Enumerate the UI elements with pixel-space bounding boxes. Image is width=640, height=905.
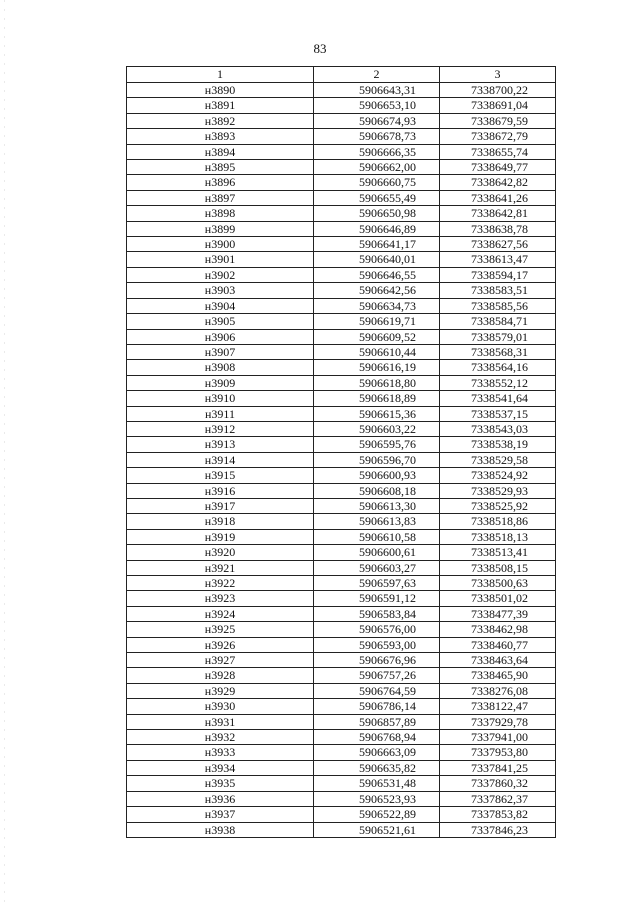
point-id-cell: н3915 — [127, 468, 314, 483]
point-id-cell: н3919 — [127, 529, 314, 544]
point-id-cell: н3933 — [127, 745, 314, 760]
y-coordinate-cell: 7338649,77 — [440, 160, 556, 175]
point-id-cell: н3931 — [127, 714, 314, 729]
x-coordinate-cell: 5906662,00 — [314, 160, 440, 175]
point-id-cell: н3914 — [127, 452, 314, 467]
point-id-cell: н3924 — [127, 606, 314, 621]
y-coordinate-cell: 7338583,51 — [440, 283, 556, 298]
point-id-cell: н3898 — [127, 206, 314, 221]
y-coordinate-cell: 7337862,37 — [440, 791, 556, 806]
table-row — [127, 807, 556, 822]
y-coordinate-cell: 7338638,78 — [440, 221, 556, 236]
point-id-cell: н3926 — [127, 637, 314, 652]
y-coordinate-cell: 7338508,15 — [440, 560, 556, 575]
table-row — [127, 776, 556, 791]
page-number: 83 — [313, 41, 327, 56]
y-coordinate-cell: 7338655,74 — [440, 144, 556, 159]
x-coordinate-cell: 5906595,76 — [314, 437, 440, 452]
x-coordinate-cell: 5906757,26 — [314, 668, 440, 683]
point-id-cell: н3911 — [127, 406, 314, 421]
x-coordinate-cell: 5906523,93 — [314, 791, 440, 806]
point-id-cell: н3932 — [127, 730, 314, 745]
x-coordinate-cell: 5906613,30 — [314, 498, 440, 513]
table-row — [127, 760, 556, 775]
column-header-3: 3 — [440, 67, 556, 83]
table-body — [127, 83, 556, 838]
y-coordinate-cell: 7338564,16 — [440, 360, 556, 375]
x-coordinate-cell: 5906596,70 — [314, 452, 440, 467]
table-row — [127, 653, 556, 668]
table-row — [127, 267, 556, 282]
point-id-cell: н3901 — [127, 252, 314, 267]
table-row — [127, 791, 556, 806]
table-row — [127, 375, 556, 390]
table-row — [127, 160, 556, 175]
table-row — [127, 344, 556, 359]
table-row — [127, 252, 556, 267]
point-id-cell: н3890 — [127, 83, 314, 98]
x-coordinate-cell: 5906786,14 — [314, 699, 440, 714]
y-coordinate-cell: 7338594,17 — [440, 267, 556, 282]
point-id-cell: н3925 — [127, 622, 314, 637]
x-coordinate-cell: 5906640,01 — [314, 252, 440, 267]
point-id-cell: н3904 — [127, 298, 314, 313]
point-id-cell: н3900 — [127, 237, 314, 252]
y-coordinate-cell: 7338642,81 — [440, 206, 556, 221]
x-coordinate-cell: 5906591,12 — [314, 591, 440, 606]
x-coordinate-cell: 5906634,73 — [314, 298, 440, 313]
table-row — [127, 314, 556, 329]
x-coordinate-cell: 5906676,96 — [314, 653, 440, 668]
x-coordinate-cell: 5906610,58 — [314, 529, 440, 544]
y-coordinate-cell: 7338529,58 — [440, 452, 556, 467]
y-coordinate-cell: 7338465,90 — [440, 668, 556, 683]
x-coordinate-cell: 5906635,82 — [314, 760, 440, 775]
table-row — [127, 129, 556, 144]
point-id-cell: н3899 — [127, 221, 314, 236]
table-row — [127, 545, 556, 560]
y-coordinate-cell: 7338579,01 — [440, 329, 556, 344]
y-coordinate-cell: 7338463,64 — [440, 653, 556, 668]
point-id-cell: н3910 — [127, 391, 314, 406]
point-id-cell: н3905 — [127, 314, 314, 329]
x-coordinate-cell: 5906618,80 — [314, 375, 440, 390]
y-coordinate-cell: 7338462,98 — [440, 622, 556, 637]
scan-margin-artifact — [4, 0, 5, 905]
point-id-cell: н3912 — [127, 421, 314, 436]
table-row — [127, 175, 556, 190]
y-coordinate-cell: 7338276,08 — [440, 683, 556, 698]
table-row — [127, 699, 556, 714]
point-id-cell: н3892 — [127, 113, 314, 128]
coordinates-table-container — [126, 66, 555, 838]
table-row — [127, 83, 556, 98]
point-id-cell: н3916 — [127, 483, 314, 498]
point-id-cell: н3921 — [127, 560, 314, 575]
table-row — [127, 483, 556, 498]
point-id-cell: н3909 — [127, 375, 314, 390]
table-row — [127, 514, 556, 529]
x-coordinate-cell: 5906619,71 — [314, 314, 440, 329]
table-row — [127, 452, 556, 467]
point-id-cell: н3902 — [127, 267, 314, 282]
y-coordinate-cell: 7338518,86 — [440, 514, 556, 529]
table-row — [127, 360, 556, 375]
x-coordinate-cell: 5906608,18 — [314, 483, 440, 498]
y-coordinate-cell: 7338585,56 — [440, 298, 556, 313]
point-id-cell: н3923 — [127, 591, 314, 606]
y-coordinate-cell: 7338524,92 — [440, 468, 556, 483]
x-coordinate-cell: 5906646,55 — [314, 267, 440, 282]
table-row — [127, 144, 556, 159]
x-coordinate-cell: 5906610,44 — [314, 344, 440, 359]
x-coordinate-cell: 5906603,22 — [314, 421, 440, 436]
point-id-cell: н3893 — [127, 129, 314, 144]
y-coordinate-cell: 7338613,47 — [440, 252, 556, 267]
table-row — [127, 560, 556, 575]
column-header-1: 1 — [127, 67, 314, 83]
table-row — [127, 206, 556, 221]
table-row — [127, 683, 556, 698]
y-coordinate-cell: 7337846,23 — [440, 822, 556, 837]
x-coordinate-cell: 5906615,36 — [314, 406, 440, 421]
x-coordinate-cell: 5906531,48 — [314, 776, 440, 791]
x-coordinate-cell: 5906642,56 — [314, 283, 440, 298]
point-id-cell: н3894 — [127, 144, 314, 159]
table-row — [127, 529, 556, 544]
point-id-cell: н3928 — [127, 668, 314, 683]
point-id-cell: н3935 — [127, 776, 314, 791]
table-row — [127, 576, 556, 591]
table-row — [127, 298, 556, 313]
point-id-cell: н3937 — [127, 807, 314, 822]
x-coordinate-cell: 5906646,89 — [314, 221, 440, 236]
table-row — [127, 421, 556, 436]
x-coordinate-cell: 5906666,35 — [314, 144, 440, 159]
x-coordinate-cell: 5906768,94 — [314, 730, 440, 745]
point-id-cell: н3934 — [127, 760, 314, 775]
x-coordinate-cell: 5906597,63 — [314, 576, 440, 591]
x-coordinate-cell: 5906641,17 — [314, 237, 440, 252]
point-id-cell: н3896 — [127, 175, 314, 190]
y-coordinate-cell: 7337853,82 — [440, 807, 556, 822]
y-coordinate-cell: 7338672,79 — [440, 129, 556, 144]
y-coordinate-cell: 7338568,31 — [440, 344, 556, 359]
point-id-cell: н3907 — [127, 344, 314, 359]
y-coordinate-cell: 7338691,04 — [440, 98, 556, 113]
x-coordinate-cell: 5906653,10 — [314, 98, 440, 113]
y-coordinate-cell: 7338552,12 — [440, 375, 556, 390]
table-row — [127, 221, 556, 236]
point-id-cell: н3895 — [127, 160, 314, 175]
table-row — [127, 745, 556, 760]
point-id-cell: н3922 — [127, 576, 314, 591]
x-coordinate-cell: 5906522,89 — [314, 807, 440, 822]
point-id-cell: н3936 — [127, 791, 314, 806]
x-coordinate-cell: 5906650,98 — [314, 206, 440, 221]
table-row — [127, 714, 556, 729]
x-coordinate-cell: 5906616,19 — [314, 360, 440, 375]
table-row — [127, 637, 556, 652]
point-id-cell: н3897 — [127, 190, 314, 205]
x-coordinate-cell: 5906655,49 — [314, 190, 440, 205]
table-row — [127, 730, 556, 745]
table-row — [127, 437, 556, 452]
x-coordinate-cell: 5906521,61 — [314, 822, 440, 837]
y-coordinate-cell: 7337941,00 — [440, 730, 556, 745]
x-coordinate-cell: 5906674,93 — [314, 113, 440, 128]
table-row — [127, 606, 556, 621]
y-coordinate-cell: 7337953,80 — [440, 745, 556, 760]
table-row — [127, 283, 556, 298]
y-coordinate-cell: 7337929,78 — [440, 714, 556, 729]
table-row — [127, 113, 556, 128]
table-row — [127, 391, 556, 406]
point-id-cell: н3930 — [127, 699, 314, 714]
x-coordinate-cell: 5906660,75 — [314, 175, 440, 190]
point-id-cell: н3903 — [127, 283, 314, 298]
y-coordinate-cell: 7337841,25 — [440, 760, 556, 775]
x-coordinate-cell: 5906593,00 — [314, 637, 440, 652]
coordinates-table — [126, 66, 556, 838]
table-row — [127, 98, 556, 113]
x-coordinate-cell: 5906857,89 — [314, 714, 440, 729]
point-id-cell: н3920 — [127, 545, 314, 560]
y-coordinate-cell: 7338679,59 — [440, 113, 556, 128]
y-coordinate-cell: 7338501,02 — [440, 591, 556, 606]
y-coordinate-cell: 7338641,26 — [440, 190, 556, 205]
x-coordinate-cell: 5906600,93 — [314, 468, 440, 483]
x-coordinate-cell: 5906603,27 — [314, 560, 440, 575]
point-id-cell: н3927 — [127, 653, 314, 668]
y-coordinate-cell: 7338700,22 — [440, 83, 556, 98]
table-row — [127, 622, 556, 637]
x-coordinate-cell: 5906583,84 — [314, 606, 440, 621]
y-coordinate-cell: 7338529,93 — [440, 483, 556, 498]
table-row — [127, 591, 556, 606]
y-coordinate-cell: 7338518,13 — [440, 529, 556, 544]
table-row — [127, 406, 556, 421]
point-id-cell: н3891 — [127, 98, 314, 113]
y-coordinate-cell: 7338541,64 — [440, 391, 556, 406]
x-coordinate-cell: 5906678,73 — [314, 129, 440, 144]
x-coordinate-cell: 5906663,09 — [314, 745, 440, 760]
x-coordinate-cell: 5906600,61 — [314, 545, 440, 560]
y-coordinate-cell: 7338642,82 — [440, 175, 556, 190]
point-id-cell: н3908 — [127, 360, 314, 375]
column-header-2: 2 — [314, 67, 440, 83]
y-coordinate-cell: 7338477,39 — [440, 606, 556, 621]
x-coordinate-cell: 5906643,31 — [314, 83, 440, 98]
y-coordinate-cell: 7338627,56 — [440, 237, 556, 252]
x-coordinate-cell: 5906609,52 — [314, 329, 440, 344]
table-row — [127, 190, 556, 205]
table-row — [127, 468, 556, 483]
y-coordinate-cell: 7337860,32 — [440, 776, 556, 791]
y-coordinate-cell: 7338538,19 — [440, 437, 556, 452]
x-coordinate-cell: 5906618,89 — [314, 391, 440, 406]
table-row — [127, 668, 556, 683]
y-coordinate-cell: 7338537,15 — [440, 406, 556, 421]
y-coordinate-cell: 7338525,92 — [440, 498, 556, 513]
point-id-cell: н3929 — [127, 683, 314, 698]
y-coordinate-cell: 7338513,41 — [440, 545, 556, 560]
table-header-row — [127, 67, 556, 83]
y-coordinate-cell: 7338460,77 — [440, 637, 556, 652]
x-coordinate-cell: 5906576,00 — [314, 622, 440, 637]
point-id-cell: н3906 — [127, 329, 314, 344]
y-coordinate-cell: 7338500,63 — [440, 576, 556, 591]
table-row — [127, 329, 556, 344]
table-row — [127, 498, 556, 513]
table-row — [127, 237, 556, 252]
point-id-cell: н3918 — [127, 514, 314, 529]
x-coordinate-cell: 5906613,83 — [314, 514, 440, 529]
y-coordinate-cell: 7338543,03 — [440, 421, 556, 436]
point-id-cell: н3938 — [127, 822, 314, 837]
y-coordinate-cell: 7338584,71 — [440, 314, 556, 329]
table-row — [127, 822, 556, 837]
point-id-cell: н3913 — [127, 437, 314, 452]
point-id-cell: н3917 — [127, 498, 314, 513]
x-coordinate-cell: 5906764,59 — [314, 683, 440, 698]
y-coordinate-cell: 7338122,47 — [440, 699, 556, 714]
